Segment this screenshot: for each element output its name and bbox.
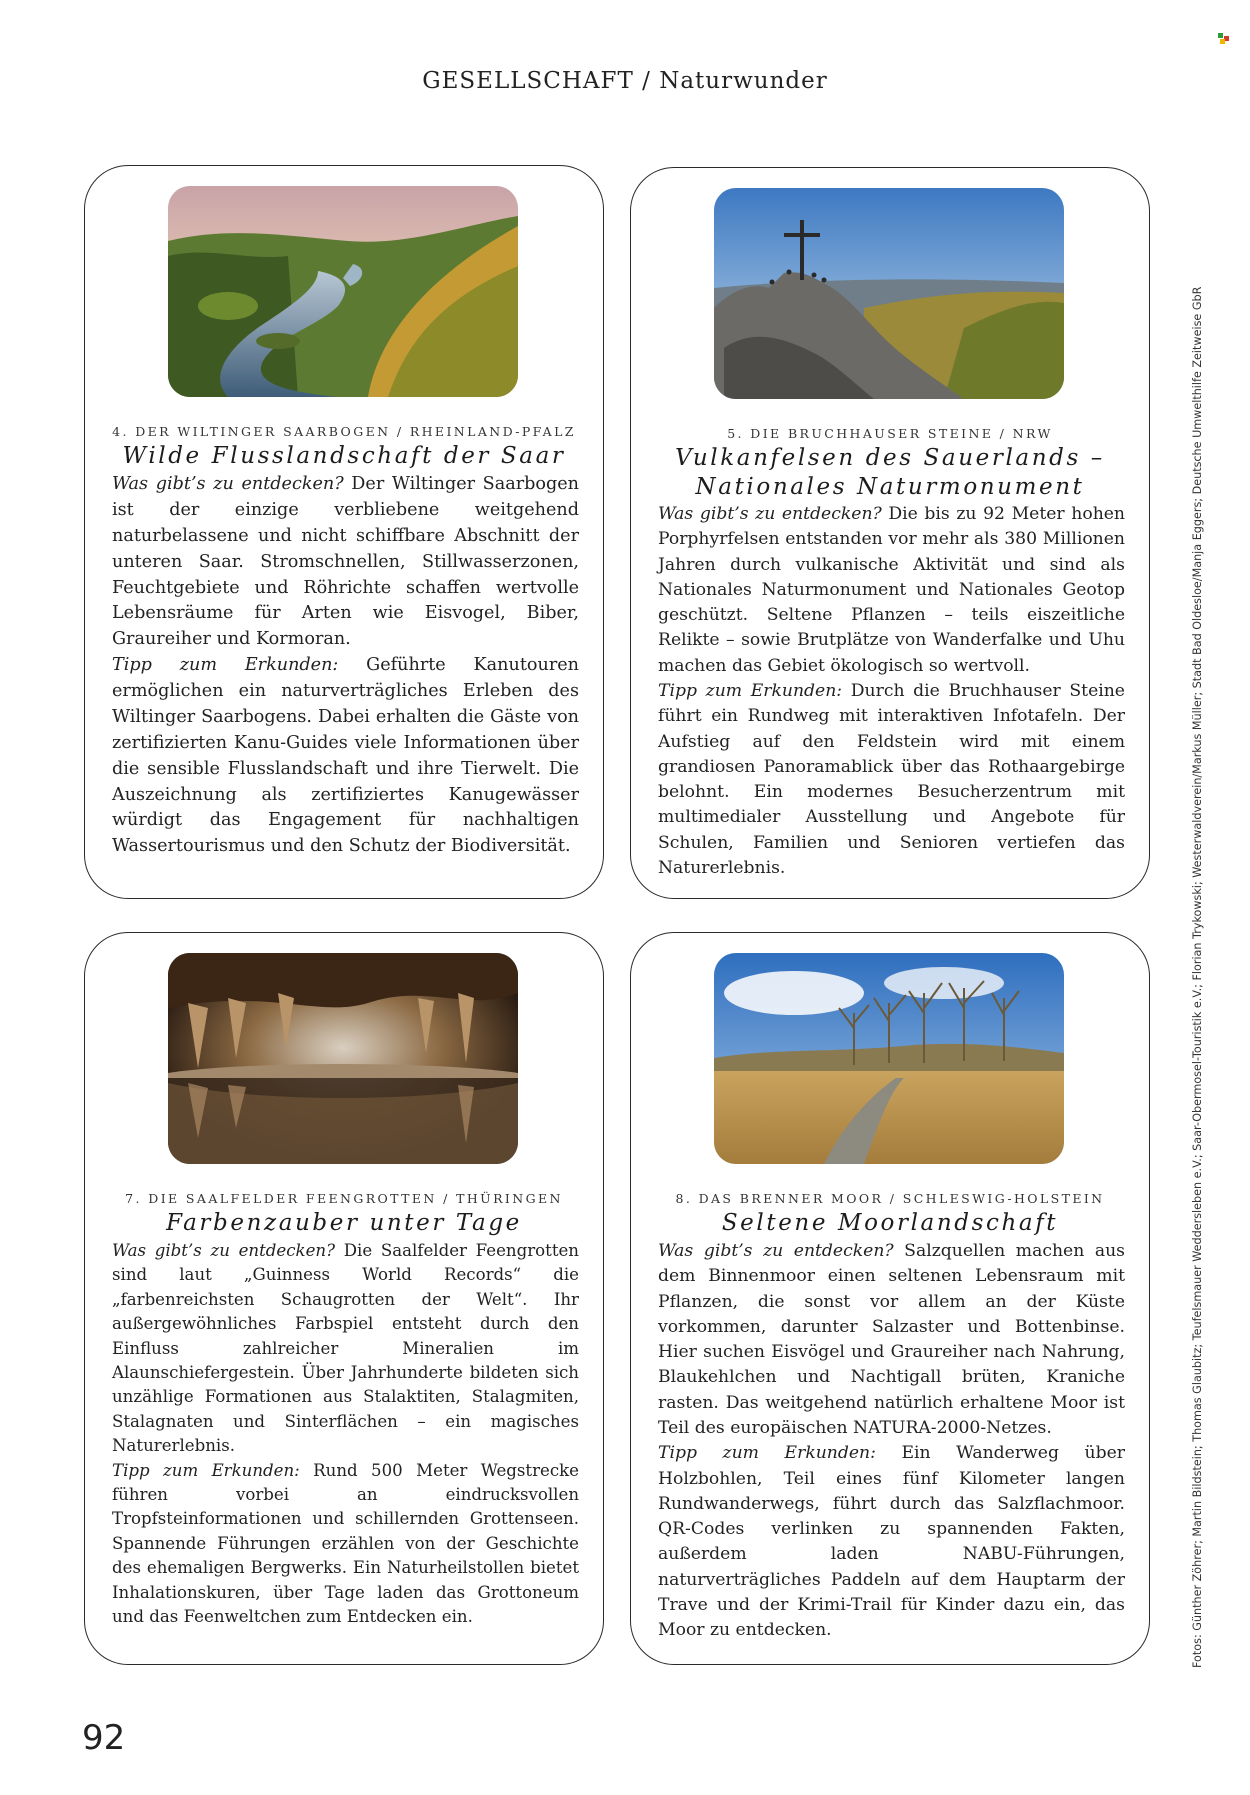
tip-lead: Tipp zum Erkunden: [112, 655, 339, 676]
discover-paragraph [658, 502, 1125, 679]
tip-text: Ein Wanderweg über Holzbohlen, Teil eines fünf Kilometer langen Rundwanderwegs, führt durch das Salzflachmoor. QR-Codes verlinken zu spannenden Fakten, außerdem laden NABU-Führungen, naturverträgliches Paddeln auf dem Hauptarm der Trave und der Krimi-Trail für Kinder dazu ein, das Moor zu entdecken. [658, 1443, 1125, 1641]
page-number: 92 [82, 1718, 126, 1758]
tip-paragraph [112, 653, 579, 860]
tip-text: Durch die Bruchhauser Steine führt ein Rundweg mit interaktiven Infotafeln. Der Aufstieg auf den Feldstein wird mit einem grandiosen Panoramablick über das Rothaargebirge belohnt. Ein modernes Besucherzentrum mit multimedialer Ausstellung und Angebote für Schulen, Familien und Senioren vertiefen das Naturerlebnis. [658, 680, 1125, 878]
discover-lead: Was gibt’s zu entdecken? [112, 1241, 335, 1260]
tip-lead: Tipp zum Erkunden: [112, 1460, 300, 1480]
tip-lead: Tipp zum Erkunden: [658, 1443, 876, 1464]
photo-dripstone-cave [168, 953, 518, 1164]
feature-card-feengrotten [84, 932, 604, 1665]
feature-card-bruchhauser-steine [630, 167, 1150, 899]
discover-text: Die Saalfelder Feengrotten sind laut „Guinness World Records“ die „farbenreichsten Schaugrotten der Welt“. Ihr außergewöhnliches Farbspiel entsteht durch den Einfluss zahlreicher Mineralien im Alaunschiefergestein. Über Jahrhunderte bildeten sich unzählige Formationen aus Stalaktiten, Stalagmiten, Stalagnaten und Sinterflächen – ein magisches Naturerlebnis. [112, 1241, 579, 1456]
discover-lead: Was gibt’s zu entdecken? [658, 504, 882, 524]
discover-lead: Was gibt’s zu entdecken? [658, 1241, 894, 1261]
card-kicker: 7. DIE SAALFELDER FEENGROTTEN / THÜRINGEN [125, 1191, 563, 1206]
card-title: Seltene Moorlandschaft [721, 1210, 1059, 1236]
card-title: Vulkanfelsen des Sauerlands – Nationales Naturmonument [675, 445, 1105, 500]
tip-paragraph [112, 1459, 579, 1630]
card-body [658, 1239, 1125, 1644]
card-kicker: 8. DAS BRENNER MOOR / SCHLESWIG-HOLSTEIN [675, 1191, 1105, 1206]
section-header: GESELLSCHAFT / Naturwunder [422, 68, 828, 94]
discover-paragraph [112, 472, 579, 653]
tip-text: Geführte Kanutouren ermöglichen ein naturverträgliches Erleben des Wiltinger Saarbogens. Dabei erhalten die Gäste von zertifizierten Kanu-Guides viele Informationen über die sensible Flusslandschaft und ihre Tierwelt. Die Auszeichnung als zertifiziertes Kanugewässer würdigt das Engagement für nachhaltigen Wassertourismus und den Schutz der Biodiversität. [112, 655, 579, 857]
discover-text: Salzquellen machen aus dem Binnenmoor einen seltenen Lebensraum mit Pflanzen, die sonst vor allem an der Küste vorkommen, darunter Salzaster und Bottenbinse. Hier suchen Eisvögel und Graureiher nach Nahrung, Blaukehlchen und Nachtigall brüten, Kraniche rasten. Das weitgehend natürlich erhaltene Moor ist Teil des europäischen NATURA-2000-Netzes. [658, 1241, 1126, 1438]
tip-paragraph [658, 679, 1125, 881]
card-body [112, 472, 579, 860]
photo-rock-summit-cross [714, 188, 1064, 399]
feature-card-saarbogen [84, 165, 604, 899]
card-kicker: 4. DER WILTINGER SAARBOGEN / RHEINLAND-PFALZ [112, 424, 576, 439]
publisher-logo-icon [1218, 33, 1230, 45]
card-kicker: 5. DIE BRUCHHAUSER STEINE / NRW [727, 426, 1053, 441]
discover-text: Die bis zu 92 Meter hohen Porphyrfelsen entstanden vor mehr als 380 Millionen Jahren durch vulkanische Aktivität und sind als Nationales Naturmonument und Nationales Geotop geschützt. Seltene Pflanzen – teils eiszeitliche Relikte – sowie Brutplätze von Wanderfalke und Uhu machen das Gebiet ökologisch so wertvoll. [658, 504, 1125, 676]
discover-lead: Was gibt’s zu entdecken? [112, 474, 344, 494]
tip-paragraph [658, 1441, 1125, 1643]
discover-text: Der Wiltinger Saarbogen ist der einzige verbliebene weitgehend naturbelassene und nicht schiffbare Abschnitt der unteren Saar. Stromschnellen, Stillwasserzonen, Feuchtgebiete und Röhrichte schaffen wertvolle Lebensräume für Arten wie Eisvogel, Biber, Graureiher und Kormoran. [112, 474, 579, 650]
card-body [658, 502, 1125, 881]
card-title: Wilde Flusslandschaft der Saar [122, 443, 566, 469]
card-body [112, 1239, 579, 1630]
discover-paragraph [658, 1239, 1125, 1441]
photo-credits: Fotos: Günther Zöhrer; Martin Bildstein; Thomas Glaubitz; Teufelsmauer Weddersleben e.V.; Saar-Obermosel-Touristik e.V.; Florian Trykowski; Westerwaldverein/Markus Müller; Stadt Bad Oldesloe/Manja Eggers; Deutsche Umwelthilfe Zeitweise GbR [1191, 286, 1204, 1668]
photo-moor-boardwalk [714, 953, 1064, 1164]
discover-paragraph [112, 1239, 579, 1459]
photo-river-landscape [168, 186, 518, 397]
feature-card-brenner-moor [630, 932, 1150, 1665]
tip-lead: Tipp zum Erkunden: [658, 680, 843, 701]
card-title: Farbenzauber unter Tage [166, 1210, 522, 1236]
tip-text: Rund 500 Meter Wegstrecke führen vorbei an eindrucksvollen Tropfsteinformationen und schillernden Grottenseen. Spannende Führungen erzählen von der Geschichte des ehemaligen Bergwerks. Ein Naturheilstollen bietet Inhalationskuren, über Tage laden das Grottoneum und das Feenweltchen zum Entdecken ein. [112, 1460, 580, 1627]
